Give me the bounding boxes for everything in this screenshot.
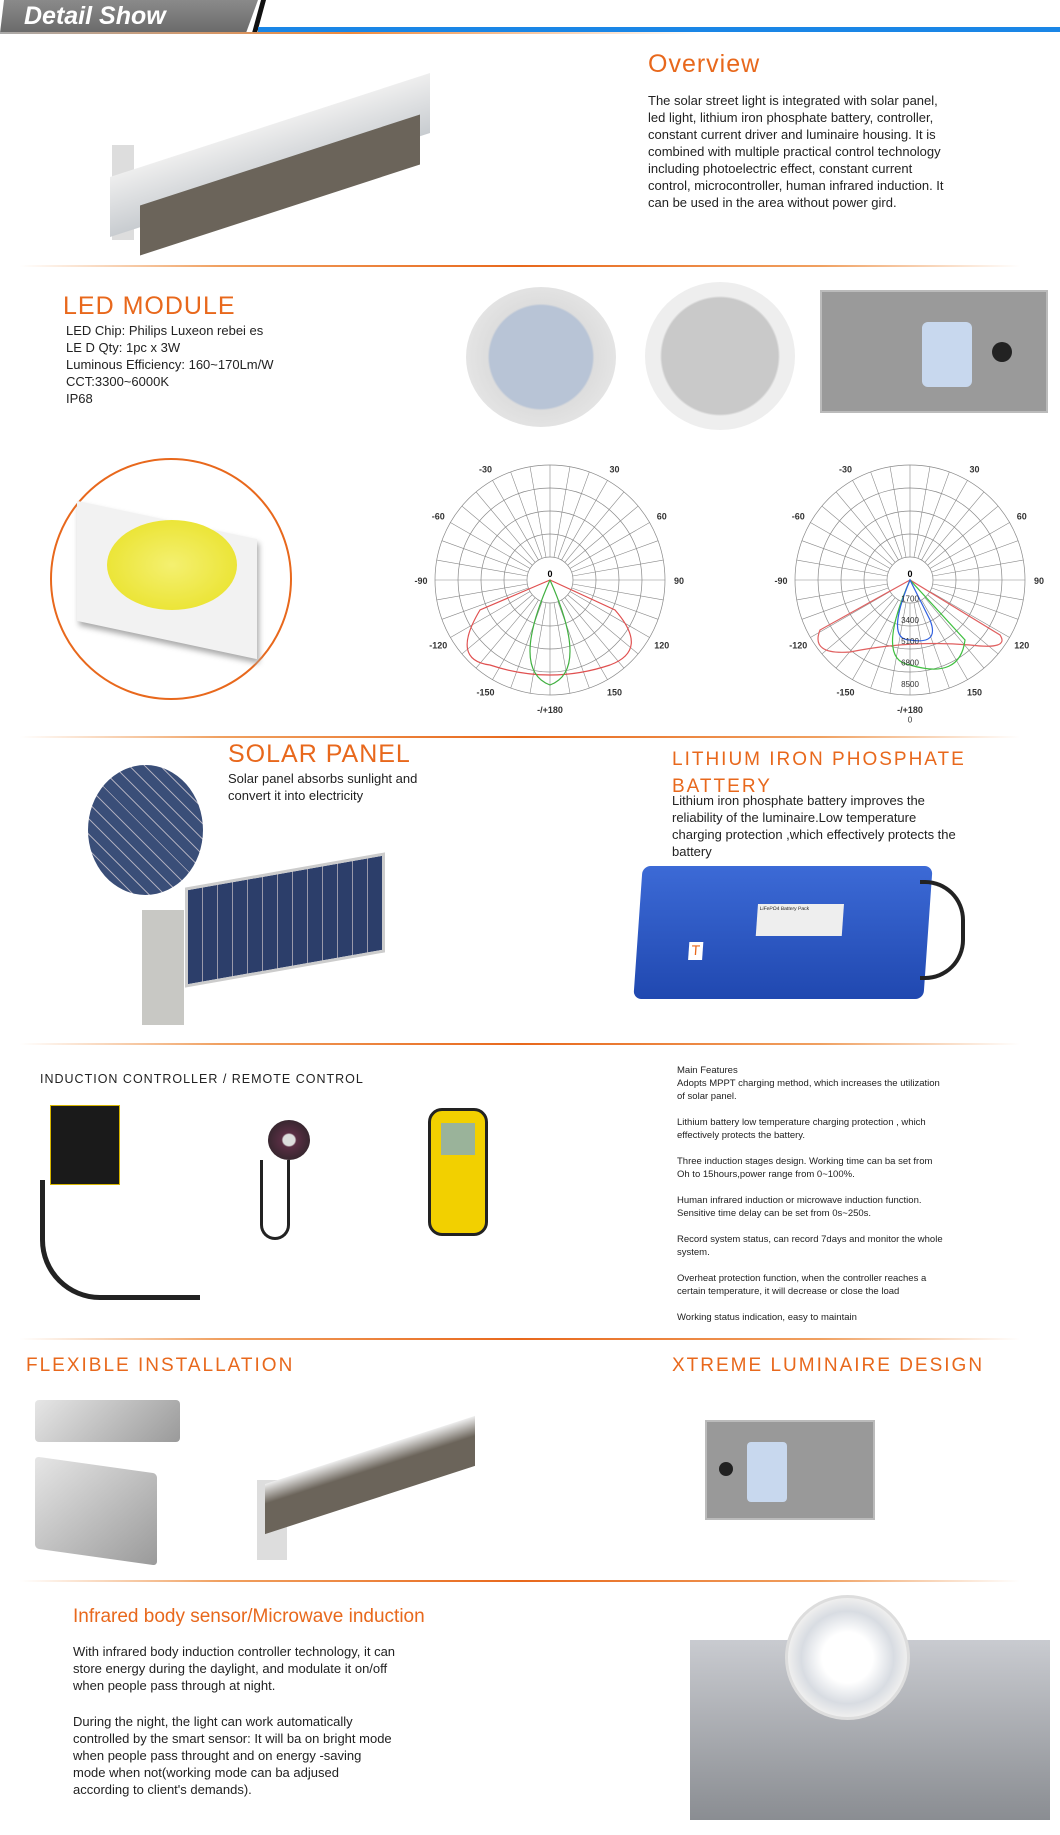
feature-item: Record system status, can record 7days and monitor the whole system.: [677, 1234, 943, 1258]
polar-spoke: [932, 588, 1018, 619]
polar-angle-label: -120: [429, 640, 448, 651]
battery-cable: [920, 880, 965, 980]
polar-spoke: [565, 598, 624, 668]
polar-ring-label: 1700: [901, 594, 919, 604]
polar-spoke: [797, 584, 888, 600]
flexible-title: FLEXIBLE INSTALLATION: [26, 1355, 295, 1376]
feature-item: Three induction stages design. Working time can ba set from Oh to 15hours,power range from 0~100%.: [677, 1156, 933, 1180]
polar-spoke: [930, 523, 1010, 569]
polar-spoke: [493, 480, 539, 560]
polar-ring-label: 5100: [901, 637, 919, 647]
polar-angle-label: -90: [774, 576, 788, 586]
battery-image: [633, 866, 932, 999]
polar-ring-label: 0: [907, 715, 913, 725]
led-module-title: LED MODULE: [63, 292, 236, 320]
remote-control-image: [428, 1108, 488, 1236]
polar-spoke: [568, 506, 638, 565]
polar-spoke: [530, 603, 546, 694]
sensor-text-1: With infrared body induction controller technology, it can store energy during the daylight, and modulate it on/off when people pass through at night.: [73, 1644, 396, 1693]
polar-spoke: [573, 584, 664, 600]
polar-angle-label: 120: [654, 640, 670, 651]
polar-spoke: [914, 467, 930, 558]
polar-angle-label: -150: [836, 687, 855, 698]
polar-spoke: [918, 602, 949, 688]
polar-angle-label: 120: [1014, 640, 1030, 651]
xtreme-title: XTREME LUMINAIRE DESIGN: [672, 1355, 985, 1376]
led-spec: Luminous Efficiency: 160~170Lm/W: [66, 357, 274, 372]
polar-spoke: [810, 523, 890, 569]
polar-spoke: [462, 506, 532, 565]
polar-ring-label: 8500: [901, 679, 919, 689]
features-list: [677, 1064, 947, 1324]
sensor-cable: [260, 1160, 290, 1240]
polar-angle-label: -60: [431, 511, 445, 522]
led-chip-image: [50, 458, 292, 700]
polar-spoke: [922, 480, 968, 560]
polar-angle-label: -30: [478, 464, 493, 475]
led-spec: LE D Qty: 1pc x 3W: [66, 340, 181, 355]
polar-spoke: [570, 523, 650, 569]
polar-spoke: [810, 592, 890, 638]
polar-spoke: [570, 592, 650, 638]
divider: [20, 736, 1020, 738]
polar-spoke: [802, 588, 888, 619]
polar-angle-label: -/+180: [537, 705, 563, 715]
polar-angle-label: 150: [966, 687, 983, 698]
polar-spoke: [554, 467, 570, 558]
feature-item: Human infrared induction or microwave induction function. Sensitive time delay can be set from 0s~250s.: [677, 1195, 922, 1219]
divider: [20, 1580, 1020, 1582]
led-spec: IP68: [66, 391, 93, 406]
polar-spoke: [853, 600, 899, 680]
polar-angle-label: 90: [1033, 576, 1045, 586]
led-board-image: [466, 287, 616, 427]
polar-angle-label: -30: [838, 464, 853, 475]
polar-spoke: [450, 592, 530, 638]
polar-spoke: [572, 541, 658, 572]
polar-angle-label: 90: [673, 576, 685, 586]
polar-spoke: [836, 492, 895, 562]
controller-cables: [40, 1180, 200, 1300]
polar-angle-label: -/+180: [897, 705, 923, 715]
controller-title: INDUCTION CONTROLLER / REMOTE CONTROL: [40, 1072, 364, 1086]
solar-cell-image: [88, 765, 203, 895]
polar-angle-label: -150: [476, 687, 495, 698]
polar-spoke: [450, 523, 530, 569]
polar-spoke: [568, 595, 638, 654]
heatsink-image: [645, 282, 795, 430]
polar-spoke: [802, 541, 888, 572]
polar-spoke: [562, 480, 608, 560]
feature-item: Lithium battery low temperature charging protection , which effectively protects the battery.: [677, 1117, 926, 1141]
sensor-title: Infrared body sensor/Microwave induction: [73, 1606, 425, 1627]
polar-spoke: [871, 472, 902, 558]
polar-spoke: [932, 541, 1018, 572]
polar-spoke: [437, 584, 528, 600]
polar-spoke: [572, 588, 658, 619]
header-orange-line: [0, 32, 700, 34]
polar-diagram-1: [410, 440, 690, 715]
polar-ring-label: 3400: [901, 615, 919, 625]
polar-spoke: [933, 560, 1024, 576]
polar-spoke: [822, 595, 892, 654]
feature-item: Adopts MPPT charging method, which increases the utilization of solar panel.: [677, 1078, 940, 1102]
polar-angle-label: 60: [1016, 511, 1027, 522]
divider: [20, 265, 1020, 267]
features-title: Main Features: [677, 1065, 738, 1076]
polar-center-label: 0: [547, 569, 553, 579]
polar-angle-label: 60: [656, 511, 667, 522]
polar-spoke: [925, 598, 984, 668]
polar-angle-label: 150: [606, 687, 623, 698]
polar-spoke: [476, 492, 535, 562]
polar-spoke: [925, 492, 984, 562]
controller-image: [50, 1105, 120, 1185]
polar-spoke: [853, 480, 899, 560]
divider: [20, 1043, 1020, 1045]
polar-angle-label: -120: [789, 640, 808, 651]
polar-spoke: [933, 584, 1024, 600]
luminaire-design-image: [705, 1420, 875, 1520]
polar-spoke: [565, 492, 624, 562]
polar-spoke: [442, 588, 528, 619]
polar-spoke: [558, 472, 589, 558]
housing-side-image: [35, 1456, 157, 1565]
street-light-image: [100, 65, 430, 240]
polar-angle-label: -90: [414, 576, 428, 586]
polar-spoke: [554, 603, 570, 694]
polar-spoke: [511, 472, 542, 558]
polar-spoke: [918, 472, 949, 558]
led-spec: CCT:3300~6000K: [66, 374, 169, 389]
mounted-light-image: [255, 1400, 475, 1560]
divider: [20, 1338, 1020, 1340]
polar-angle-label: 30: [969, 464, 980, 475]
overview-text: The solar street light is integrated with solar panel, led light, lithium iron phosphate battery, controller, constant current driver and luminaire housing. It is combined with multiple practical control technology including photoelectric effect, constant current control, microcontroller, human infrared induction. It can be used in the area without power gird.: [648, 93, 944, 210]
solar-panel-image: [185, 852, 385, 987]
polar-spoke: [928, 506, 998, 565]
battery-text: Lithium iron phosphate battery improves the reliability of the luminaire.Low temperature charging protection ,which effectively protects the battery: [672, 793, 956, 859]
polar-diagram-2: [770, 440, 1050, 725]
polar-spoke: [797, 560, 888, 576]
polar-spoke: [890, 467, 906, 558]
feature-item: Overheat protection function, when the controller reaches a certain temperature, it will decrease or close the load: [677, 1273, 927, 1297]
polar-spoke: [573, 560, 664, 576]
battery-title: LITHIUM IRON PHOSPHATE BATTERY: [672, 749, 966, 797]
feature-item: Working status indication, easy to maintain: [677, 1312, 857, 1323]
battery-label: LiFePO4 Battery Pack: [756, 904, 844, 936]
luminaire-front-image: [820, 290, 1048, 413]
battery-mark: T: [688, 942, 703, 960]
sensor-image: [268, 1120, 310, 1160]
polar-spoke: [822, 506, 892, 565]
pole-image: [142, 910, 184, 1025]
overview-title: Overview: [648, 50, 761, 78]
led-spec: LED Chip: Philips Luxeon rebei es: [66, 323, 264, 338]
sensor-dome-image: [785, 1595, 910, 1720]
solar-panel-text: Solar panel absorbs sunlight and convert it into electricity: [228, 771, 418, 803]
led-specs: [66, 322, 274, 407]
polar-ring-label: 6800: [901, 658, 919, 668]
solar-panel-title: SOLAR PANEL: [228, 740, 411, 768]
polar-center-label: 0: [907, 569, 913, 579]
polar-angle-label: -60: [791, 511, 805, 522]
polar-spoke: [437, 560, 528, 576]
header-title: Detail Show: [24, 2, 166, 30]
polar-spoke: [442, 541, 528, 572]
bracket-image: [35, 1400, 180, 1442]
polar-spoke: [836, 598, 895, 668]
sensor-text-2: During the night, the light can work automatically controlled by the smart sensor: It will ba on bright mode when people pass throught and on energy -saving mode when not(working mode can ba adjused according to client's demands).: [73, 1714, 392, 1797]
polar-angle-label: 30: [609, 464, 620, 475]
polar-spoke: [530, 467, 546, 558]
